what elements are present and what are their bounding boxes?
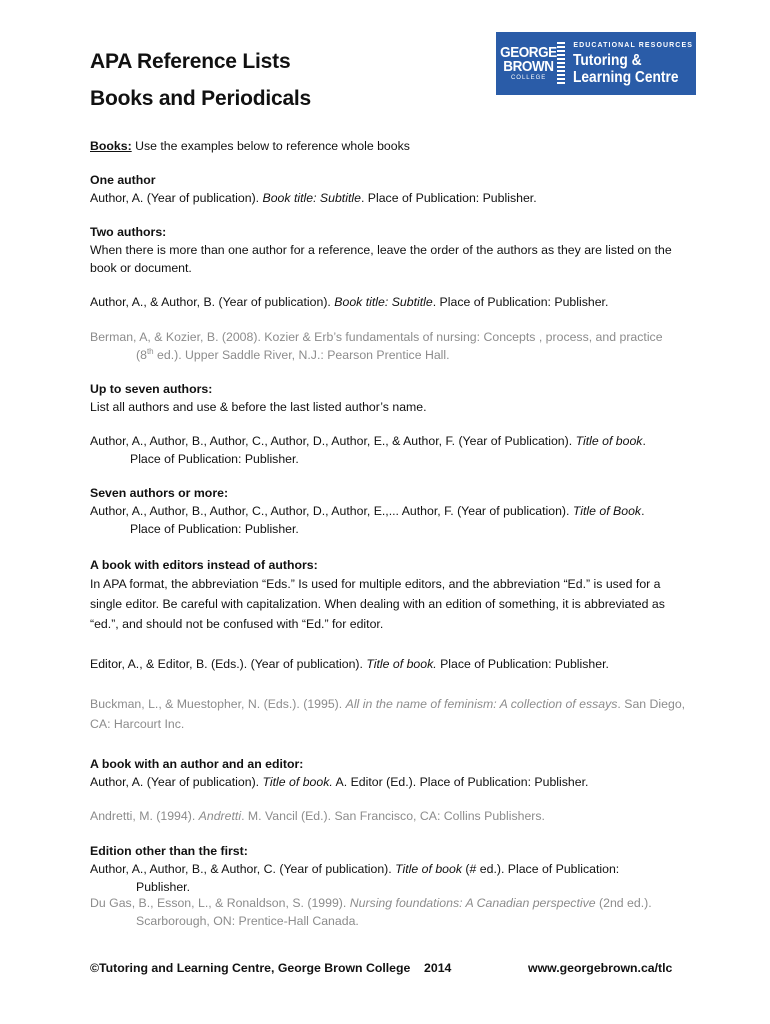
edition-example: Du Gas, B., Esson, L., & Ronaldson, S. (1999). Nursing foundations: A Canadian perspective (2nd ed.). Scarborough, ON: Prentice-Hall Canada. [90,896,652,928]
author-editor-format: Author, A. (Year of publication). Title of book. A. Editor (Ed.). Place of Publication: Publisher. [90,775,589,789]
author-editor-heading: A book with an author and an editor: [90,757,304,771]
author-editor-example: Andretti, M. (1994). Andretti. M. Vancil (Ed.). San Francisco, CA: Collins Publishers. [90,809,545,823]
page-subtitle: Books and Periodicals [90,87,312,110]
logo-college-line3: COLLEGE [510,75,547,81]
footer-url[interactable]: www.georgebrown.ca/tlc [528,961,673,975]
logo-centre-line2: Learning Centre [573,68,679,86]
edition-format: Author, A., Author, B., & Author, C. (Year of publication). Title of book (# ed.). Place of Publication: Publisher. [90,862,620,894]
two-authors-example: Berman, A, & Kozier, B. (2008). Kozier & Erb’s fundamentals of nursing: Concepts , process, and practice (8th ed.). Upper Saddle River, N.J.: Pearson Prentice Hall. [90,330,663,362]
intro-line [90,137,690,155]
up-to-seven-format: Author, A., Author, B., Author, C., Author, D., Author, E., & Author, F. (Year of Publication). Title of book. Place of Publication: Publisher. [90,434,646,466]
editors-format: Editor, A., & Editor, B. (Eds.). (Year of publication). Title of book. Place of Publication: Publisher. [90,657,609,671]
logo-centre-line1: Tutoring & [573,51,642,69]
page-title: APA Reference Lists [90,50,291,73]
two-authors-heading: Two authors: [90,225,167,239]
editors-example: Buckman, L., & Muestopher, N. (Eds.). (1995). All in the name of feminism: A collection of essays. San Diego, CA: Harcourt Inc. [90,697,686,731]
logo-college-line2: BROWN [503,58,554,75]
two-authors-format: Author, A., & Author, B. (Year of publication). Book title: Subtitle. Place of Publication: Publisher. [90,295,609,309]
intro-text: Use the examples below to reference whole books [131,139,410,153]
one-author-heading: One author [90,173,156,187]
editors-description: In APA format, the abbreviation “Eds.” Is used for multiple editors, and the abbreviation “Ed.” is used for a single editor. Be careful with capitalization. When dealing with an edition of something, it is abbreviated as “ed.”, and should not be confused with “Ed.” for editor. [90,577,665,631]
tlc-logo [496,32,696,95]
up-to-seven-description: List all authors and use & before the last listed author’s name. [90,400,427,414]
logo-stripe-decoration [557,42,565,84]
seven-or-more-format: Author, A., Author, B., Author, C., Author, D., Author, E.,... Author, F. (Year of publication). Title of Book. Place of Publication: Publisher. [90,504,645,536]
intro-label: Books: [90,139,132,153]
footer-copyright: ©Tutoring and Learning Centre, George Brown College 2014 [90,961,452,975]
one-author-format: Author, A. (Year of publication). Book title: Subtitle. Place of Publication: Publisher. [90,191,537,205]
two-authors-description: When there is more than one author for a reference, leave the order of the authors as they are listed on the book or document. [90,243,672,275]
logo-college-line1: GEORGE [500,44,557,61]
seven-or-more-heading: Seven authors or more: [90,486,229,500]
logo-edu-resources: EDUCATIONAL RESOURCES [573,41,693,49]
editors-heading: A book with editors instead of authors: [90,558,318,572]
george-brown-logo [496,32,561,95]
edition-heading: Edition other than the first: [90,844,248,858]
up-to-seven-heading: Up to seven authors: [90,382,213,396]
